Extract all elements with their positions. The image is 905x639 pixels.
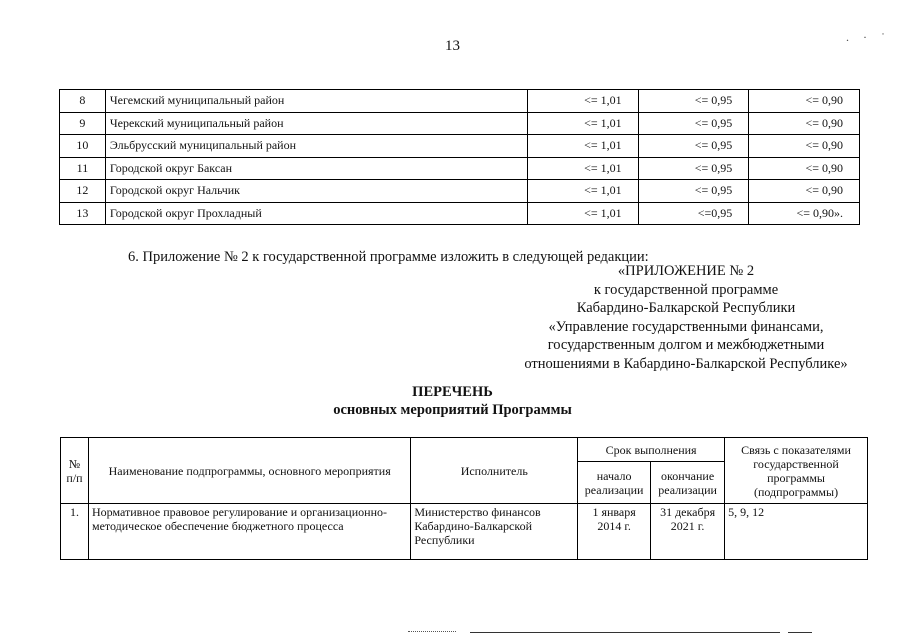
row-num: 12 <box>60 180 106 203</box>
row-value-2022: <= 0,90 <box>749 157 860 180</box>
document-title <box>0 383 905 419</box>
row-start: 1 января 2014 г. <box>578 504 651 560</box>
table-row <box>60 90 860 113</box>
activities-table <box>60 437 868 560</box>
indicator-values-table <box>59 89 860 225</box>
row-value-2021: <= 0,95 <box>638 90 749 113</box>
header-start: начало реализации <box>578 462 651 504</box>
row-name: Эльбрусский муниципальный район <box>105 135 527 158</box>
table-row <box>60 112 860 135</box>
table-row <box>60 157 860 180</box>
row-link: 5, 9, 12 <box>725 504 868 560</box>
appendix-line: «ПРИЛОЖЕНИЕ № 2 <box>617 263 755 279</box>
row-name: Городской округ Нальчик <box>105 180 527 203</box>
row-end: 31 декабря 2021 г. <box>651 504 725 560</box>
row-num: 8 <box>60 90 106 113</box>
table-row <box>61 504 868 560</box>
header-executor: Исполнитель <box>411 438 578 504</box>
header-period: Срок выполнения <box>578 438 725 462</box>
footer-short-line <box>788 632 812 633</box>
appendix-heading <box>500 262 872 374</box>
row-value-2020: <= 1,01 <box>528 90 639 113</box>
row-num: 11 <box>60 157 106 180</box>
header-end: окончание реализации <box>651 462 725 504</box>
row-value-2021: <= 0,95 <box>638 112 749 135</box>
row-name: Чегемский муниципальный район <box>105 90 527 113</box>
row-value-2020: <= 1,01 <box>528 157 639 180</box>
table-row <box>60 202 860 225</box>
row-value-2021: <= 0,95 <box>638 180 749 203</box>
scan-artifact-marks: .·˙ <box>846 30 899 44</box>
row-value-2022: <= 0,90 <box>749 90 860 113</box>
row-num: 1. <box>61 504 89 560</box>
row-value-2020: <= 1,01 <box>528 135 639 158</box>
appendix-line: государственным долгом и межбюджетными <box>547 337 825 354</box>
appendix-line: к государственной программе <box>593 281 779 298</box>
appendix-line: «Управление государственными финансами, <box>548 318 824 335</box>
appendix-line: Кабардино-Балкарской Республики <box>576 300 796 317</box>
row-num: 9 <box>60 112 106 135</box>
row-value-2022: <= 0,90». <box>749 202 860 225</box>
row-value-2022: <= 0,90 <box>749 180 860 203</box>
page-number: 13 <box>445 38 460 54</box>
header-num: № п/п <box>61 438 89 504</box>
row-value-2021: <= 0,95 <box>638 157 749 180</box>
row-value-2021: <= 0,95 <box>638 135 749 158</box>
table-row <box>60 180 860 203</box>
header-link: Связь с показателями государственной программы (подпрограммы) <box>725 438 868 504</box>
footer-line <box>470 632 780 633</box>
row-value-2020: <= 1,01 <box>528 180 639 203</box>
row-value-2020: <= 1,01 <box>528 202 639 225</box>
row-executor: Министерство финансов Кабардино-Балкарской Республики <box>411 504 578 560</box>
row-value-2021: <=0,95 <box>638 202 749 225</box>
header-name: Наименование подпрограммы, основного мероприятия <box>88 438 410 504</box>
row-name: Городской округ Прохладный <box>105 202 527 225</box>
title-line-2: основных мероприятий Программы <box>333 402 572 418</box>
row-value-2022: <= 0,90 <box>749 112 860 135</box>
row-value-2022: <= 0,90 <box>749 135 860 158</box>
row-name: Нормативное правовое регулирование и организационно-методическое обеспечение бюджетного процесса <box>88 504 410 560</box>
row-name: Черекский муниципальный район <box>105 112 527 135</box>
row-num: 13 <box>60 202 106 225</box>
title-line-1: ПЕРЕЧЕНЬ <box>412 384 493 400</box>
appendix-line: отношениями в Кабардино-Балкарской Республике» <box>524 355 848 372</box>
row-value-2020: <= 1,01 <box>528 112 639 135</box>
row-name: Городской округ Баксан <box>105 157 527 180</box>
table-row <box>60 135 860 158</box>
amendment-paragraph: 6. Приложение № 2 к государственной программе изложить в следующей редакции: <box>128 249 649 265</box>
row-num: 10 <box>60 135 106 158</box>
footer-dotted-line <box>408 631 456 632</box>
